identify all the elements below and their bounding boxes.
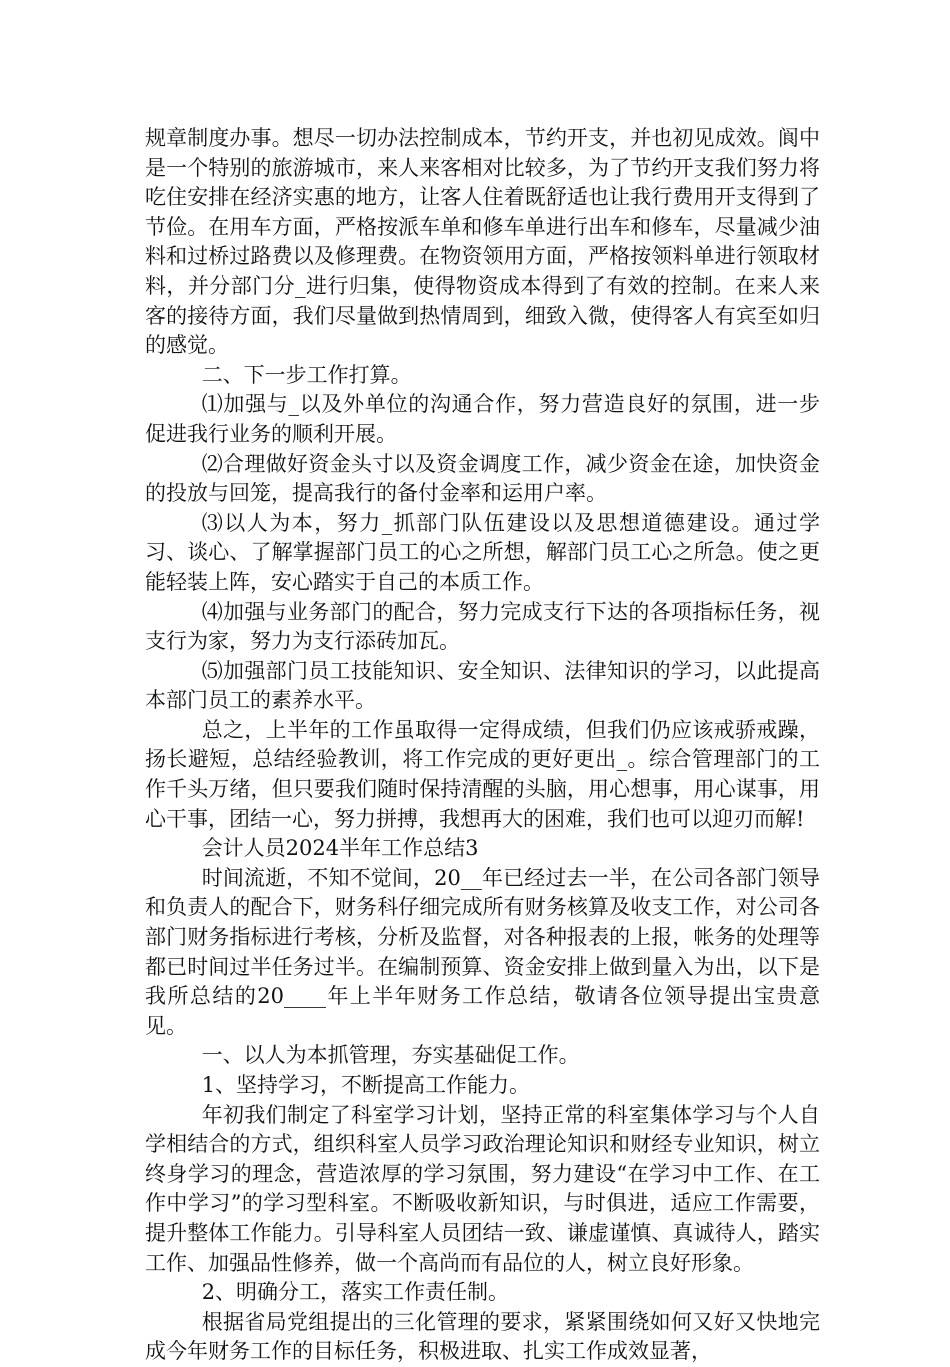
paragraph-responsibility: 根据省局党组提出的三化管理的要求，紧紧围绕如何又好又快地完成今年财务工作的目标任务，积极进取、扎实工作成效显著， xyxy=(145,1309,820,1364)
paragraph-study: 年初我们制定了科室学习计划，坚持正常的科室集体学习与个人自学相结合的方式，组织科室人员学习政治理论知识和财经专业知识，树立终身学习的理念，营造浓厚的学习氛围，努力建设“在学习中工作、在工作中学习”的学习型科室。不断吸收新知识，与时俱进，适应工作需要，提升整体工作能力。引导科室人员团结一致、谦虚谨慎、真诚待人，踏实工作、加强品性修养，做一个高尚而有品位的人，树立良好形象。 xyxy=(145,1102,820,1275)
subheading-responsibility: 2、明确分工，落实工作责任制。 xyxy=(201,1280,510,1305)
list-item-4: ⑷加强与业务部门的配合，努力完成支行下达的各项指标任务，视支行为家，努力为支行添砖加瓦。 xyxy=(145,599,820,654)
list-item-1: ⑴加强与_以及外单位的沟通合作，努力营造良好的氛围，进一步促进我行业务的顺利开展。 xyxy=(145,392,820,446)
heading-next-steps: 二、下一步工作打算。 xyxy=(201,362,412,387)
section-title: 会计人员2024半年工作总结3 xyxy=(201,836,479,861)
heading-management: 一、以人为本抓管理，夯实基础促工作。 xyxy=(201,1043,580,1068)
paragraph-conclusion: 总之，上半年的工作虽取得一定得成绩，但我们仍应该戒骄戒躁，扬长避短，总结经验教训，将工作完成的更好更出_。综合管理部门的工作千头万绪，但只要我们随时保持清醒的头脑，用心想事，用心谋事，用心干事，团结一心，努力拼搏，我想再大的困难，我们也可以迎刃而解! xyxy=(145,717,820,831)
paragraph-intro: 时间流逝，不知不觉间，20__年已经过去一半，在公司各部门领导和负责人的配合下，财务科仔细完成所有财务核算及收支工作，对公司各部门财务指标进行考核，分析及监督，对各种报表的上报，帐务的处理等都已时间过半任务过半。在编制预算、资金安排上做到量入为出，以下是我所总结的20____年上半年财务工作总结，敬请各位领导提出宝贵意见。 xyxy=(145,865,820,1038)
list-item-2: ⑵合理做好资金头寸以及资金调度工作，减少资金在途，加快资金的投放与回笼，提高我行的备付金率和运用户率。 xyxy=(145,451,820,506)
paragraph-cost-control: 规章制度办事。想尽一切办法控制成本，节约开支，并也初见成效。阆中是一个特别的旅游城市，来人来客相对比较多，为了节约开支我们努力将吃住安排在经济实惠的地方，让客人住着既舒适也让我行费用开支得到了节俭。在用车方面，严格按派车单和修车单进行出车和修车，尽量减少油料和过桥过路费以及修理费。在物资领用方面，严格按领料单进行领取材料，并分部门分_进行归集，使得物资成本得到了有效的控制。在来人来客的接待方面，我们尽量做到热情周到，细致入微，使得客人有宾至如归的感觉。 xyxy=(145,126,820,358)
list-item-5: ⑸加强部门员工技能知识、安全知识、法律知识的学习，以此提高本部门员工的素养水平。 xyxy=(145,658,820,713)
document-body xyxy=(145,124,820,1367)
list-item-3: ⑶以人为本，努力_抓部门队伍建设以及思想道德建设。通过学习、谈心、了解掌握部门员工的心之所想，解部门员工心之所急。使之更能轻装上阵，安心踏实于自己的本质工作。 xyxy=(145,510,820,594)
subheading-study: 1、坚持学习，不断提高工作能力。 xyxy=(201,1073,531,1097)
